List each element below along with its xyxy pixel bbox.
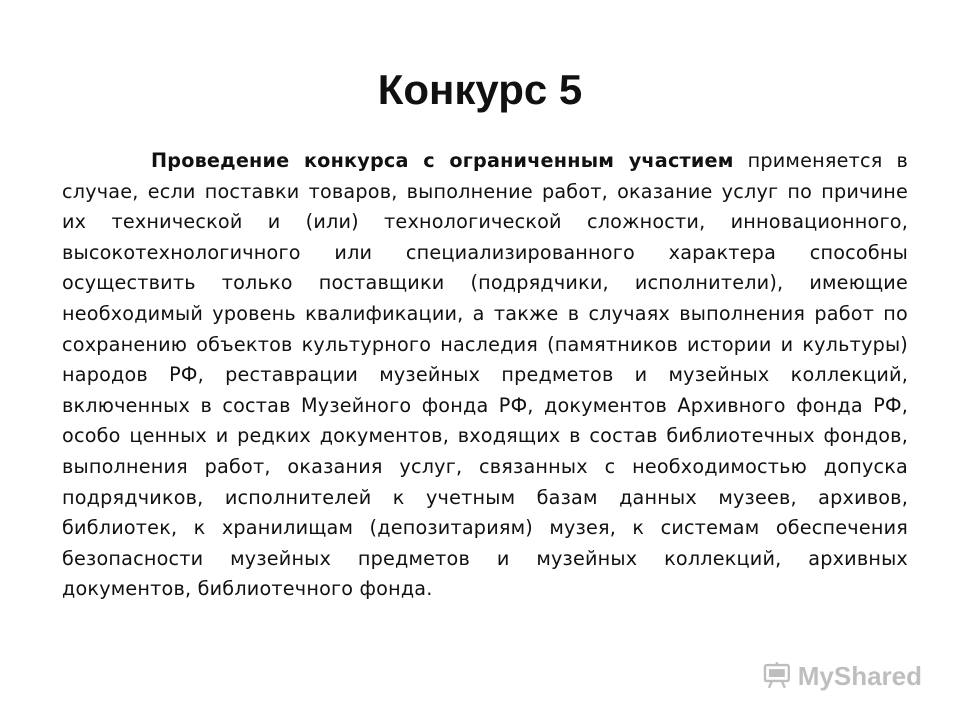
slide-title: Конкурс 5 <box>377 66 583 113</box>
watermark-logo <box>762 658 922 694</box>
body-text-main: применяется в случае, если поставки товаров, выполнение работ, оказание услуг по причине их технической и (или) технологической сложности, инновационного, высокотехнологичного или специализированного характера способны осуществить только поставщики (подрядчики, исполнители), имеющие необходимый уровень квалификации, а также в случаях выполнения работ по сохранению объектов культурного наследия (памятников истории и культуры) народов РФ, реставрации музейных предметов и музейных коллекций, включенных в состав Музейного фонда РФ, документов Архивного фонда РФ, особо ценных и редких документов, входящих в состав библиотечных фондов, выполнения работ, оказания услуг, связанных с необходимостью допуска подрядчиков, исполнителей к учетным базам данных музеев, архивов, библиотек, к хранилищам (депозитариям) музея, к системам обеспечения безопасности музейных предметов и музейных коллекций, архивных документов, библиотечного фонда. <box>62 149 908 601</box>
slide-body <box>62 146 908 605</box>
presentation-board-icon <box>762 661 792 691</box>
body-lead-bold: Проведение конкурса с ограниченным участием <box>151 149 734 172</box>
watermark-text: MyShared <box>797 660 922 691</box>
